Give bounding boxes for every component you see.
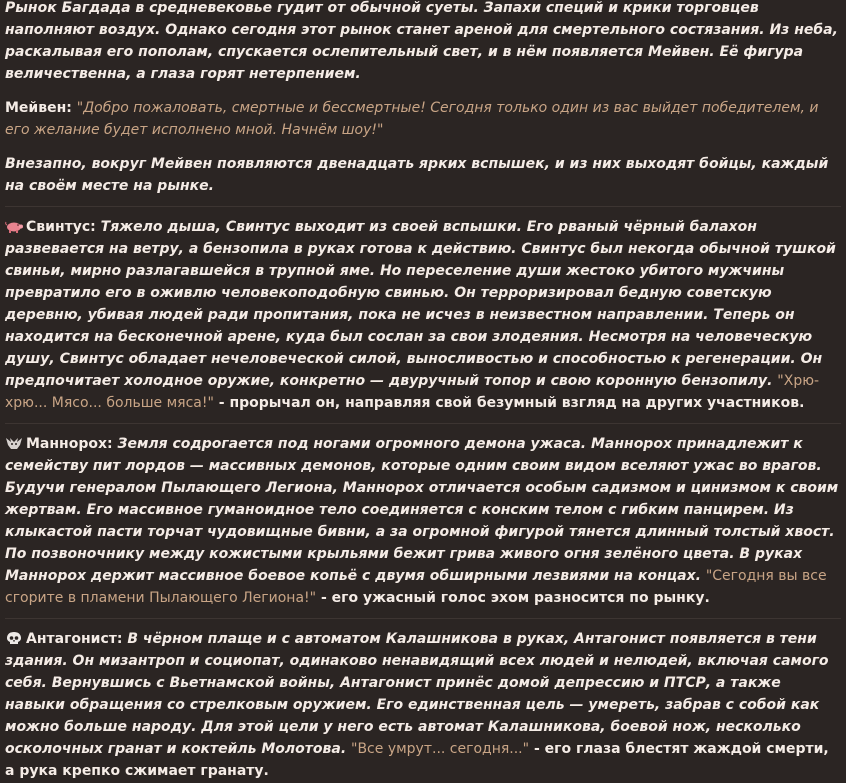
fighter-after-quote: - его глаза блестят жаждой смерти, а рука крепко сжимает гранату.	[5, 741, 829, 779]
maven-speech	[5, 97, 841, 141]
fighter-name: Свинтус	[26, 219, 91, 235]
fighter-entry-mannoroth	[5, 433, 841, 609]
speaker-name: Мейвен	[5, 100, 67, 116]
fighter-after-quote: - его ужасный голос эхом разносится по рынку.	[316, 590, 710, 606]
demon-icon	[5, 436, 23, 450]
flashes-paragraph: Внезапно, вокруг Мейвен появляются двенадцать ярких вспышек, и из них выходят бойцы, каждый на своём месте на рынке.	[5, 156, 829, 194]
fighter-separator: :	[90, 219, 101, 235]
fighter-description: В чёрном плаще и с автоматом Калашникова в руках, Антагонист появляется в тени здания. Он мизантроп и социопат, одинаково ненавидящий всех людей и нелюдей, включая самого себя. Вернувшись с Вьетнамской войны, Антагонист принёс домой депрессию и ПТСР, а также навыки обращения со стрелковым оружием. Его единственная цель — умереть, забрав с собой как можно больше народу. Для этой цели у него есть автомат Калашникова, боевой нож, несколько осколочных гранат и коктейль Молотова.	[5, 631, 829, 757]
divider	[5, 423, 841, 424]
skull-icon	[5, 631, 23, 645]
pig-icon	[5, 219, 23, 233]
fighter-entry-antagonist	[5, 628, 841, 782]
divider	[5, 618, 841, 619]
fighter-name: Антагонист	[26, 631, 117, 647]
speech-quote: "Добро пожаловать, смертные и бессмертные! Сегодня только один из вас выйдет победителем, и его желание будет исполнено мной. Начнём шоу!"	[5, 100, 819, 138]
speaker-separator: :	[66, 100, 77, 116]
divider	[5, 206, 841, 207]
intro-paragraph: Рынок Багдада в средневековье гудит от обычной суеты. Запахи специй и крики торговцев наполняют воздух. Однако сегодня этот рынок станет ареной для смертельного состязания. Из неба, раскалывая его пополам, спускается ослепительный свет, и в нём появляется Мейвен. Её фигура величественна, а глаза горят нетерпением.	[5, 0, 838, 82]
fighter-quote: "Сегодня вы все сгорите в пламени Пылающего Легиона!"	[5, 568, 827, 606]
fighter-separator: :	[107, 436, 118, 452]
fighter-after-quote: - прорычал он, направляя свой безумный взгляд на других участников.	[213, 395, 805, 411]
fighter-description: Земля содрогается под ногами огромного демона ужаса. Маннорох принадлежит к семейству пит лордов — массивных демонов, которые одним своим видом вселяют ужас во врагов. Будучи генералом Пылающего Легиона, Маннорох отличается особым садизмом и цинизмом к своим жертвам. Его массивное гуманоидное тело соединяется с конским телом с гибким панцирем. Из клыкастой пасти торчат чудовищные бивни, а за огромной фигурой тянется длинный толстый хвост. По позвоночнику между кожистыми крыльями бежит грива живого огня зелёного цвета. В руках Маннорох держит массивное боевое копьё с двумя обширными лезвиями на концах.	[5, 436, 839, 584]
fighter-quote: "Все умрут... сегодня..."	[351, 741, 530, 757]
fighter-quote: "Хрю-хрю... Мясо... больше мяса!"	[5, 373, 820, 411]
fighter-description: Тяжело дыша, Свинтус выходит из своей вспышки. Его рваный чёрный балахон развевается на ветру, а бензопила в руках готова к действию. Свинтус был некогда обычной тушкой свиньи, мирно разлагавшейся в трупной яме. Но переселение души жестоко убитого мужчины превратило его в оживлю человекоподобную свинью. Он терроризировал бедную советскую деревню, убивая людей ради пропитания, пока не исчез в неизвестном направлении. Теперь он находится на бесконечной арене, куда был сослан за свои злодеяния. Несмотря на человеческую душу, Свинтус обладает нечеловеческой силой, выносливостью и способностью к регенерации. Он предпочитает холодное оружие, конкретно — двуручный топор и свою коронную бензопилу.	[5, 219, 836, 389]
fighter-separator: :	[116, 631, 128, 647]
fighter-name: Маннорох	[26, 436, 108, 452]
fighter-entry-svintus	[5, 216, 841, 414]
